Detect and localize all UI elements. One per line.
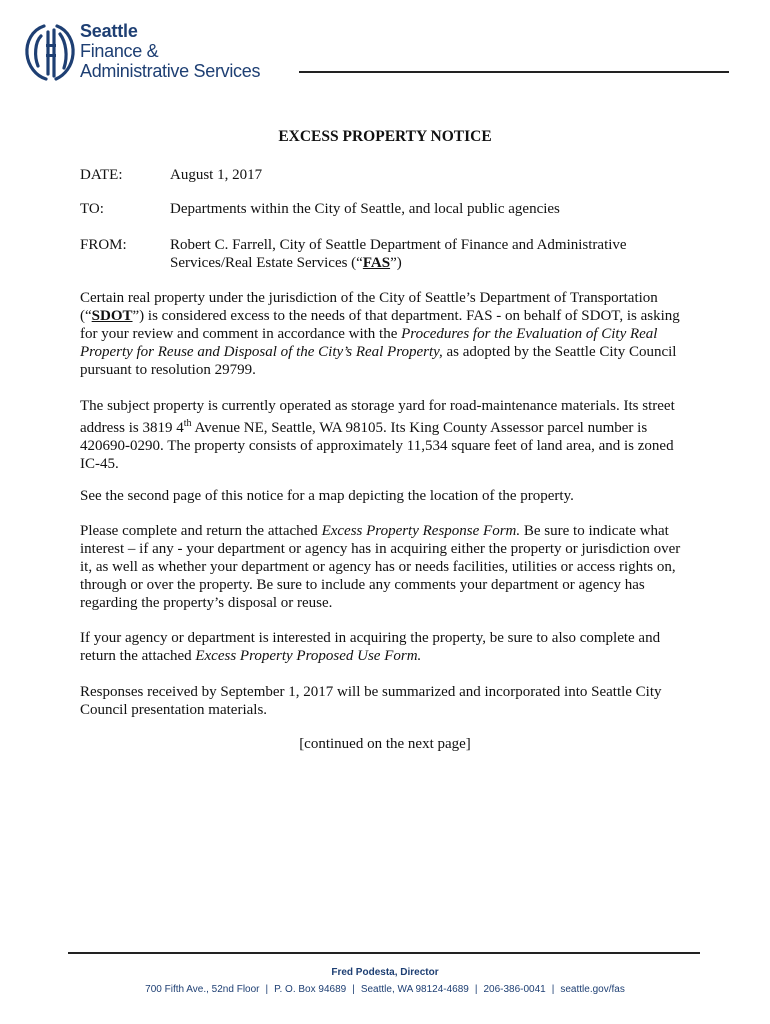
footer-address: 700 Fifth Ave., 52nd Floor xyxy=(145,984,260,995)
paragraph-property-description: The subject property is currently operated as storage yard for road-maintenance materials. Its street address is 3819 4th Avenue NE, Seattle, WA 98105. Its King County Assessor parcel number is 420690-0290. The property consists of approximately 11,534 square feet of land area, and is zoned IC-45. xyxy=(80,398,675,472)
from-value: Robert C. Farrell, City of Seattle Department of Finance and Administrative Services/Real Estate Services (“FAS”) xyxy=(170,237,627,271)
header-divider xyxy=(299,71,729,73)
continued-note: [continued on the next page] xyxy=(299,736,471,752)
procedures-title: Procedures for the Evaluation of City Real Property for Reuse and Disposal of the City’s Real Property, xyxy=(80,326,658,360)
paragraph-proposed-use: If your agency or department is interested in acquiring the property, be sure to also complete and return the attached Excess Property Proposed Use Form. xyxy=(80,630,661,664)
paragraph-response-form: Please complete and return the attached Excess Property Response Form. Be sure to indicate what interest – if any - your department or agency has in acquiring either the property or jurisdiction over it, as well as whether your department or agency has or needs facilities, utilities or access rights on, through or over the property. Be sure to include any comments your department or agency has regarding the property’s disposal or reuse. xyxy=(80,523,681,611)
footer-director: Fred Podesta, Director xyxy=(331,967,439,978)
letterhead-logo xyxy=(24,22,294,84)
paragraph-deadline: Responses received by September 1, 2017 will be summarized and incorporated into Seattle City Council presentation materials. xyxy=(80,684,662,718)
to-value: Departments within the City of Seattle, and local public agencies xyxy=(170,201,560,217)
footer-phone: 206-386-0041 xyxy=(483,984,546,995)
document-title: EXCESS PROPERTY NOTICE xyxy=(278,128,492,145)
to-label: TO: xyxy=(80,201,104,217)
footer-contact-line: 700 Fifth Ave., 52nd Floor | P. O. Box 94689 | Seattle, WA 98124-4689 | 206-386-0041 | seattle.gov/fas xyxy=(145,984,625,995)
footer-city: Seattle, WA 98124-4689 xyxy=(360,984,469,995)
from-label: FROM: xyxy=(80,237,127,253)
logo-line-admin: Administrative Services xyxy=(80,61,261,81)
date-label: DATE: xyxy=(80,167,123,183)
date-value: August 1, 2017 xyxy=(170,167,263,183)
sdot-abbreviation: SDOT xyxy=(91,308,133,324)
response-form-title: Excess Property Response Form. xyxy=(321,523,521,539)
footer-website[interactable]: seattle.gov/fas xyxy=(560,984,625,995)
fas-abbreviation: FAS xyxy=(362,255,391,271)
paragraph-map-reference: See the second page of this notice for a map depicting the location of the property. xyxy=(80,488,574,504)
logo-line-seattle: Seattle xyxy=(80,21,138,41)
logo-line-finance: Finance & xyxy=(80,41,159,61)
seattle-seal-icon xyxy=(24,22,76,82)
paragraph-jurisdiction: Certain real property under the jurisdiction of the City of Seattle’s Department of Transportation (“SDOT”) is considered excess to the needs of that department. FAS - on behalf of SDOT, is asking for your review and comment in accordance with the Procedures for the Evaluation of City Real Property for Reuse and Disposal of the City’s Real Property, as adopted by the Seattle City Council pursuant to resolution 29799. xyxy=(80,290,680,378)
proposed-use-form-title: Excess Property Proposed Use Form. xyxy=(195,648,422,664)
logo-wordmark xyxy=(80,22,260,81)
footer-divider xyxy=(68,952,700,954)
footer-pobox: P. O. Box 94689 xyxy=(274,984,347,995)
